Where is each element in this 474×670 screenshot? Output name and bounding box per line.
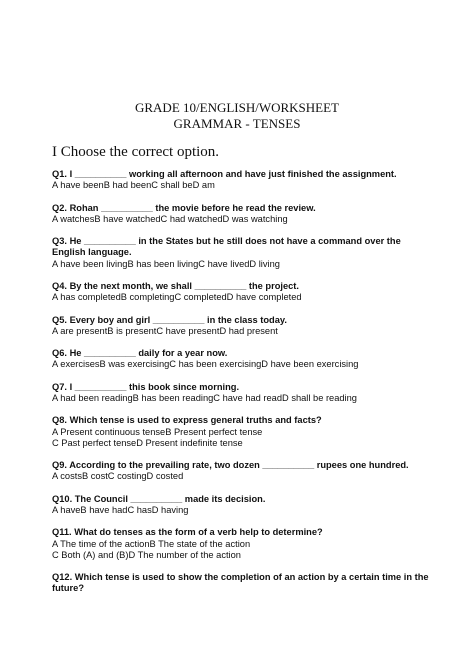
question-item — [52, 494, 432, 516]
question-text: Q9. According to the prevailing rate, two dozen __________ rupees one hundred. — [52, 460, 409, 471]
question-options: A The time of the actionB The state of the action — [52, 538, 251, 549]
question-options: C Both (A) and (B)D The number of the action — [52, 549, 241, 560]
question-item — [52, 572, 432, 594]
question-text: Q6. He __________ daily for a year now. — [52, 348, 228, 359]
question-item — [52, 415, 432, 449]
question-text: Q7. I __________ this book since morning. — [52, 381, 240, 392]
question-options: A haveB have hadC hasD having — [52, 504, 189, 515]
question-options: A exercisesB was exercisingC has been exercisingD have been exercising — [52, 359, 359, 370]
question-text: Q11. What do tenses as the form of a verb help to determine? — [52, 527, 323, 538]
question-item — [52, 460, 432, 482]
question-options: A has completedB completingC completedD have completed — [52, 292, 302, 303]
question-text: Q1. I __________ working all afternoon and have just finished the assignment. — [52, 169, 397, 179]
question-text: Q2. Rohan __________ the movie before he read the review. — [52, 202, 316, 213]
question-options: A Present continuous tenseB Present perfect tense — [52, 426, 263, 437]
question-list — [52, 169, 432, 606]
question-options: A have been livingB has been livingC have livedD living — [52, 258, 280, 269]
question-text: Q4. By the next month, we shall __________ the project. — [52, 280, 299, 291]
question-text: Q3. He __________ in the States but he still does not have a command over the English language. — [52, 236, 404, 258]
question-item — [52, 236, 432, 270]
question-item — [52, 281, 432, 303]
question-options: C Past perfect tenseD Present indefinite tense — [52, 437, 243, 448]
question-item — [52, 382, 432, 404]
question-options: A have beenB had beenC shall beD am — [52, 180, 215, 191]
question-options: A costsB costC costingD costed — [52, 471, 184, 482]
question-text: Q5. Every boy and girl __________ in the class today. — [52, 314, 287, 325]
section-heading: I Choose the correct option. — [52, 144, 220, 160]
question-text: Q12. Which tense is used to show the completion of an action by a certain time in the future? — [52, 572, 432, 594]
worksheet-title: GRADE 10/ENGLISH/WORKSHEET — [134, 100, 339, 115]
question-options: A watchesB have watchedC had watchedD was watching — [52, 213, 288, 224]
question-options: A had been readingB has been readingC have had readD shall be reading — [52, 392, 357, 403]
question-item — [52, 169, 432, 191]
question-item — [52, 203, 432, 225]
question-text: Q8. Which tense is used to express general truths and facts? — [52, 415, 322, 426]
worksheet-subtitle: GRAMMAR - TENSES — [173, 116, 301, 131]
question-item — [52, 315, 432, 337]
question-options: A are presentB is presentC have presentD had present — [52, 325, 278, 336]
question-item — [52, 527, 432, 561]
question-text: Q10. The Council __________ made its decision. — [52, 493, 266, 504]
question-item — [52, 348, 432, 370]
